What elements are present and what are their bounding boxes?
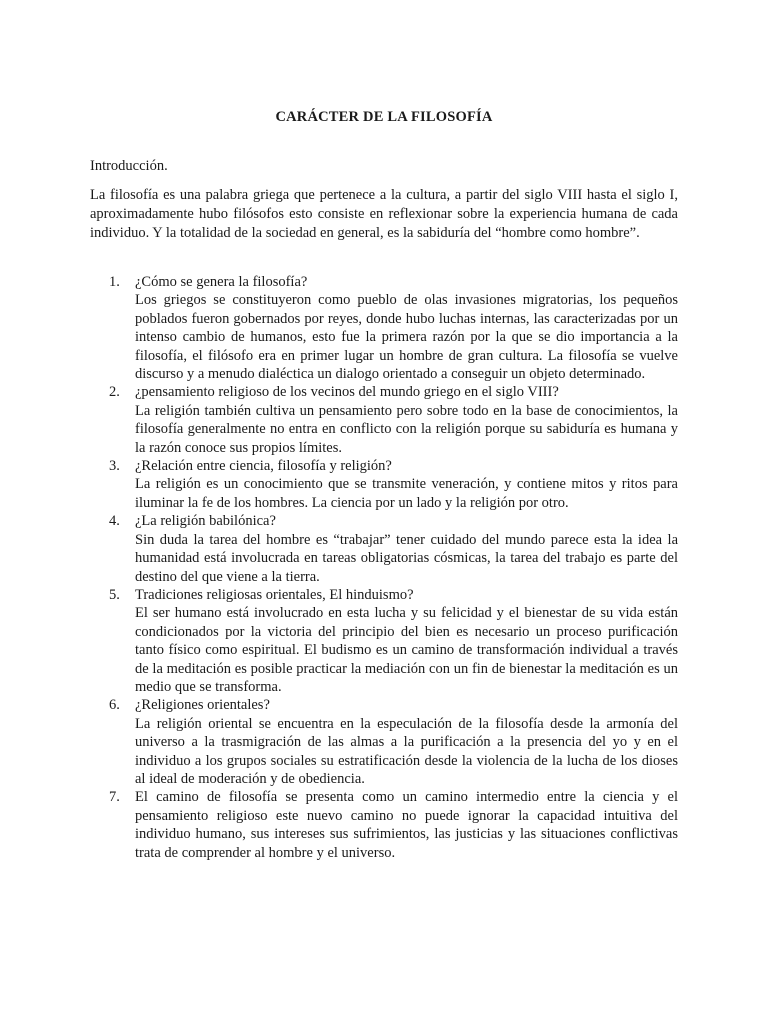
list-item <box>90 383 678 457</box>
list-item-heading: ¿Cómo se genera la filosofía? <box>135 274 308 290</box>
list-item <box>90 788 678 862</box>
list-item-number: 3. <box>109 458 120 475</box>
list-item-body: La religión oriental se encuentra en la especulación de la filosofía desde la armonía del universo a la trasmigración de las almas a la purificación a la presencia del yo y en el individuo a los grupos sociales su estratificación desde la violencia de la lucha de los dioses al ideal de moderación y de obediencia. <box>135 715 678 787</box>
document-title: CARÁCTER DE LA FILOSOFÍA <box>275 109 493 125</box>
list-item <box>90 696 678 788</box>
list-item-heading: Tradiciones religiosas orientales, El hinduismo? <box>135 586 414 603</box>
list-item-number: 5. <box>109 586 120 603</box>
list-item-heading: ¿pensamiento religioso de los vecinos del mundo griego en el siglo VIII? <box>135 384 559 401</box>
list-item-body: Sin duda la tarea del hombre es “trabajar” tener cuidado del mundo parece esta la idea la humanidad está involucrada en tareas obligatorias cósmicas, la tarea del trabajo es parte del destino del que viene a la tierra. <box>135 531 678 585</box>
list-item-number: 4. <box>109 513 120 530</box>
list-item <box>90 586 678 696</box>
list-item-body: La religión es un conocimiento que se transmite veneración, y contiene mitos y ritos para iluminar la fe de los hombres. La ciencia por un lado y la religión por otro. <box>135 476 678 511</box>
list-item-number: 7. <box>109 789 120 806</box>
list-item-number: 6. <box>109 697 120 714</box>
list-item-body: La religión también cultiva un pensamiento pero sobre todo en la base de conocimientos, la filosofía generalmente no entra en conflicto con la religión porque su sabiduría es humana y la razón conoce sus propios límites. <box>135 402 678 456</box>
intro-heading: Introducción. <box>90 158 168 174</box>
list-item <box>90 273 678 383</box>
list-item-body: Los griegos se constituyeron como pueblo de olas invasiones migratorias, los pequeños poblados fueron gobernados por reyes, donde hubo luchas internas, las caracterizadas por un intenso cambio de humanos, esto fue la primera razón por la que se dio importancia a la filosofía, el filósofo era en primer lugar un hombre de gran cultura. La filosofía se vuelve discurso y a menudo dialéctica un dialogo orientado a conseguir un objeto determinado. <box>135 292 678 383</box>
list-item-heading: ¿Religiones orientales? <box>135 697 270 714</box>
intro-paragraph: La filosofía es una palabra griega que pertenece a la cultura, a partir del siglo VIII hasta el siglo I, aproximadamente hubo filósofos esto consiste en reflexionar sobre la experiencia humana de cada individuo. Y la totalidad de la sociedad en general, es la sabiduría del “hombre como hombre”. <box>90 187 678 241</box>
question-list <box>90 273 678 862</box>
list-item-body: El ser humano está involucrado en esta lucha y su felicidad y el bienestar de su vida están condicionados por la victoria del principio del bien es necesario un proceso purificación tanto físico como espiritual. El budismo es un camino de transformación individual a través de la meditación es posible practicar la mediación con un fin de bienestar la meditación es un medio que se transforma. <box>135 605 678 695</box>
list-item <box>90 512 678 586</box>
list-item <box>90 457 678 512</box>
list-item-body: El camino de filosofía se presenta como un camino intermedio entre la ciencia y el pensamiento religioso este nuevo camino no puede ignorar la capacidad intuitiva del individuo humano, sus intereses sus sufrimientos, las justicias y las situaciones conflictivas trata de comprender al hombre y el universo. <box>135 789 678 861</box>
list-item-number: 1. <box>109 274 120 290</box>
list-item-number: 2. <box>109 384 120 401</box>
list-item-heading: ¿Relación entre ciencia, filosofía y religión? <box>135 458 392 475</box>
list-item-heading: ¿La religión babilónica? <box>135 513 276 530</box>
